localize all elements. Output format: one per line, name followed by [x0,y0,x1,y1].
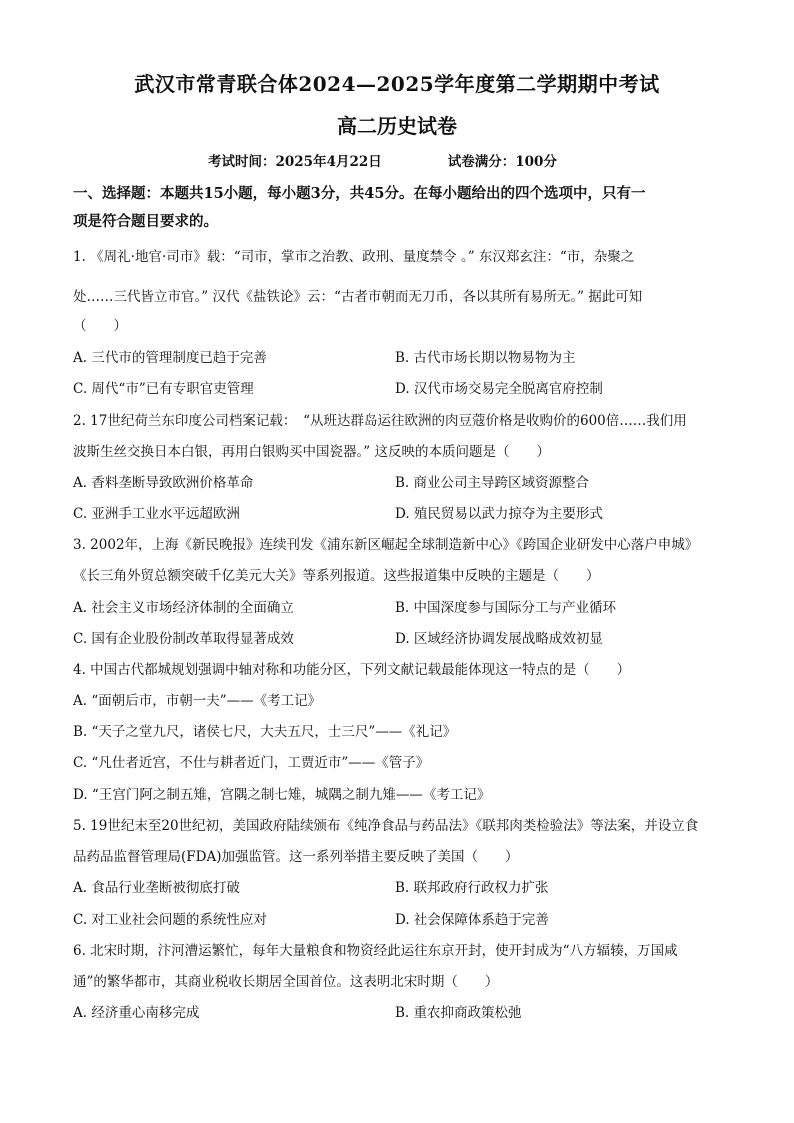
question-2-option-b[interactable]: B. 商业公司主导跨区域资源整合 [395,475,590,491]
question-3-line-2: 《长三角外贸总额突破千亿美元大关》等系列报道。这些报道集中反映的主题是（ ） [73,568,600,584]
question-4-line-1: 4. 中国古代都城规划强调中轴对称和功能分区，下列文献记载最能体现这一特点的是（ ） [73,662,631,678]
question-2-option-d[interactable]: D. 殖民贸易以武力掠夺为主要形式 [395,506,603,522]
question-4-option-d[interactable]: D. “王宫门阿之制五雉，宫隅之制七雉，城隅之制九雉——《考工记》 [73,787,491,803]
question-2-line-1: 2. 17世纪荷兰东印度公司档案记载： “从班达群岛运往欧洲的肉豆蔻价格是收购价的600倍……我们用 [73,413,687,429]
question-4-option-a[interactable]: A. “面朝后市，市朝一夫”——《考工记》 [73,693,322,709]
question-6-option-b[interactable]: B. 重农抑商政策松弛 [395,1005,522,1021]
question-4-option-b[interactable]: B. “天子之堂九尺，诸侯七尺，大夫五尺，士三尺”——《礼记》 [73,724,457,740]
question-5-option-b[interactable]: B. 联邦政府行政权力扩张 [395,880,549,896]
question-1-line-1: 1. 《周礼·地官·司市》载：“司市，掌市之治教、政刑、量度禁令 。” 东汉郑玄注：“市，杂聚之 [73,249,635,265]
question-6-line-2: 通”的繁华都市，其商业税收长期居全国首位。这表明北宋时期（ ） [73,974,499,990]
question-3-option-d[interactable]: D. 区域经济协调发展战略成效初显 [395,631,603,647]
question-4-option-c[interactable]: C. “凡仕者近宫，不仕与耕者近门，工贾近市”——《管子》 [73,755,430,771]
full-score: 试卷满分：100分 [447,154,557,170]
question-5-option-a[interactable]: A. 食品行业垄断被彻底打破 [73,880,240,896]
question-3-option-c[interactable]: C. 国有企业股份制改革取得显著成效 [73,631,294,647]
section-heading-cont: 项是符合题目要求的。 [73,213,218,230]
section-heading: 一、选择题：本题共15小题，每小题3分，共45分。在每小题给出的四个选项中，只有一 [73,185,646,202]
question-1-option-c[interactable]: C. 周代“市”已有专职官吏管理 [73,381,254,397]
question-1-line-3: （ ） [73,318,127,334]
question-6-option-a[interactable]: A. 经济重心南移完成 [73,1005,200,1021]
question-5-option-d[interactable]: D. 社会保障体系趋于完善 [395,912,549,928]
exam-time: 考试时间：2025年4月22日 [208,154,382,170]
question-1-option-d[interactable]: D. 汉代市场交易完全脱离官府控制 [395,381,603,397]
question-6-line-1: 6. 北宋时期，汴河漕运繁忙，每年大量粮食和物资经此运往东京开封，使开封成为“八方辐辏，万国咸 [73,943,678,959]
exam-title: 武汉市常青联合体2024—2025学年度第二学期期中考试 [134,72,660,96]
question-3-line-1: 3. 2002年，上海《新民晚报》连续刊发《浦东新区崛起全球制造新中心》《跨国企业研发中心落户申城》 [73,537,699,553]
question-2-option-a[interactable]: A. 香料垄断导致欧洲价格革命 [73,475,254,491]
question-1-option-b[interactable]: B. 古代市场长期以物易物为主 [395,350,576,366]
question-2-option-c[interactable]: C. 亚洲手工业水平远超欧洲 [73,506,240,522]
question-3-option-a[interactable]: A. 社会主义市场经济体制的全面确立 [73,600,294,616]
question-5-option-c[interactable]: C. 对工业社会问题的系统性应对 [73,912,267,928]
exam-meta [208,150,557,170]
question-5-line-1: 5. 19世纪末至20世纪初，美国政府陆续颁布《纯净食品与药品法》《联邦肉类检验法》等法案，并设立食 [73,818,699,834]
question-1-option-a[interactable]: A. 三代市的管理制度已趋于完善 [73,350,267,366]
exam-subtitle: 高二历史试卷 [337,114,457,138]
question-5-line-2: 品药品监督管理局(FDA)加强监管。这一系列举措主要反映了美国（ ） [73,849,519,865]
question-2-line-2: 波斯生丝交换日本白银，再用白银购买中国瓷器。” 这反映的本质问题是（ ） [73,444,550,460]
question-3-option-b[interactable]: B. 中国深度参与国际分工与产业循环 [395,600,617,616]
question-1-line-2: 处……三代皆立市官。” 汉代《盐铁论》云：“古者市朝而无刀币，各以其所有易所无。” 据此可知 [73,289,643,305]
